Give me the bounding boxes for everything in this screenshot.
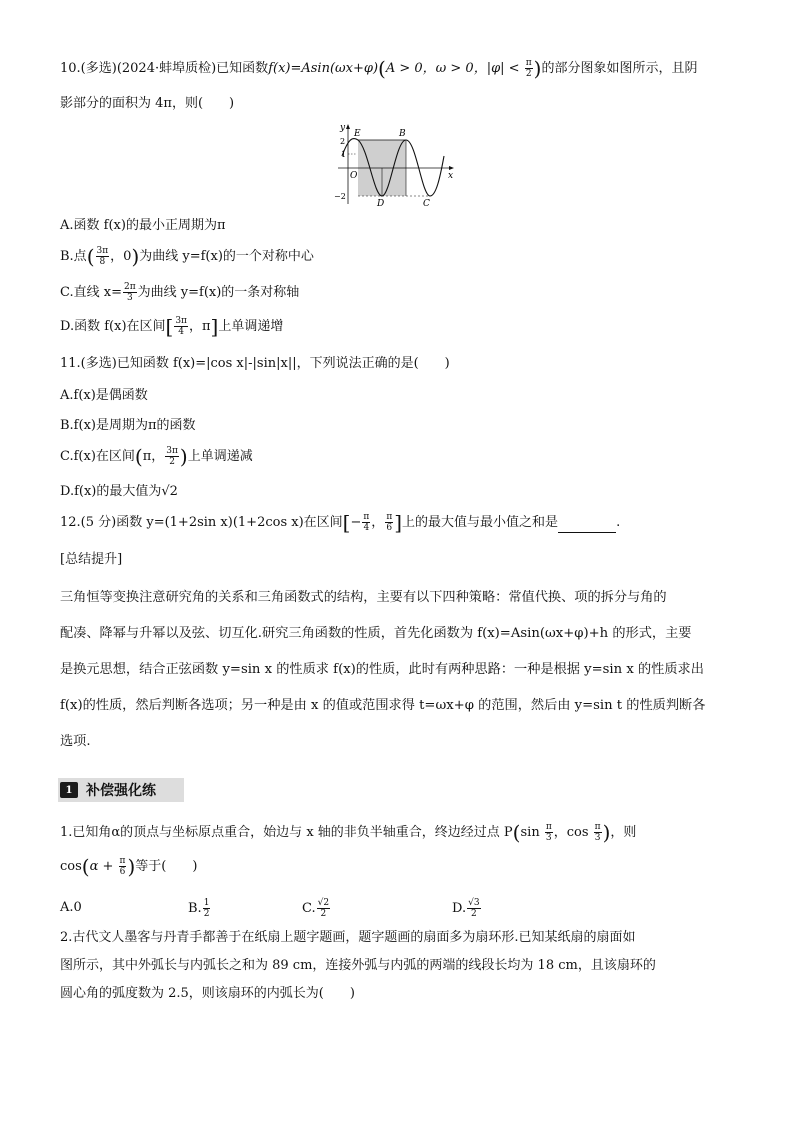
q10-option-c-pre: C.直线 x=	[60, 285, 122, 300]
q10-frac-den: 2	[525, 69, 532, 79]
frac-num: π	[119, 856, 126, 866]
p2-line: 圆心角的弧度数为 2.5，则该扇环的内弧长为( )	[60, 986, 355, 1001]
q10-stem-line2: 影部分的面积为 4π，则( )	[60, 96, 235, 111]
q12-end: .	[616, 515, 621, 530]
paren: (	[86, 244, 95, 269]
q10-frac	[525, 58, 533, 79]
frac-den: 3	[545, 833, 552, 843]
q11-option-b: B.f(x)是周期为π的函数	[60, 418, 196, 433]
graph-tick-2: 2	[340, 137, 346, 146]
q11-option-c-mid: π，	[142, 449, 165, 464]
p1-line2-post: 等于( )	[135, 859, 198, 874]
p1-sin: sin	[520, 825, 540, 840]
graph-point-b: B	[399, 129, 406, 139]
p1-pre: 1.已知角α的顶点与坐标原点重合，始边与 x 轴的非负半轴重合，终边经过点 P	[60, 825, 513, 840]
q10-option-b-tail: 为曲线 y=f(x)的一个对称中心	[139, 249, 314, 264]
q10-option-b-pre: B.点	[60, 249, 87, 264]
summary-line: f(x)的性质，然后判断各选项；另一种是由 x 的值或范围求得 t=ωx+φ 的范围，然后由 y=sin t 的性质判断各	[60, 698, 706, 713]
frac-num: 1	[203, 898, 210, 908]
q11-stem: 11.(多选)已知函数 f(x)=|cos x|-|sin|x||，下列说法正确的是( )	[60, 356, 450, 371]
section-badge-icon: 1	[60, 782, 78, 798]
q10-option-c	[60, 282, 299, 303]
frac-num: 2π	[123, 282, 136, 292]
paren: )	[179, 444, 188, 469]
q12-lo-sign: −	[350, 515, 362, 530]
p1-option-c-frac	[317, 898, 330, 919]
q11-option-d-pre: D.f(x)的最大值为	[60, 484, 162, 499]
frac-den: 2	[470, 909, 477, 919]
q12-stem: 12.(5 分)函数 y=(1+2sin x)(1+2cos x)在区间[− $\frac{\pi}{4}$ ， $\frac{\pi}{6}$ ]上的最大值与最小值之和是 .	[60, 510, 621, 535]
paren: (	[81, 854, 90, 879]
p1-cos: ，cos	[553, 825, 589, 840]
graph-tick-neg2: −2	[334, 192, 346, 201]
frac-den: 8	[99, 257, 106, 267]
p1-option-b-pre: B.	[188, 901, 202, 916]
p1-line2	[60, 856, 197, 877]
p1-line2-frac	[119, 856, 127, 877]
q12-pre: 12.(5 分)函数 y=(1+2sin x)(1+2cos x)在区间	[60, 515, 343, 530]
graph-point-d: D	[377, 199, 385, 208]
q12-lo-frac	[362, 512, 370, 533]
q11-option-c	[60, 446, 253, 467]
q10-option-b	[60, 246, 314, 267]
frac-num: √2	[317, 898, 330, 908]
frac-num: √3	[468, 898, 480, 908]
frac-den: 4	[363, 523, 370, 533]
paren: )	[131, 244, 140, 269]
frac-num: 3π	[175, 316, 187, 326]
q10-option-d-pre: D.函数 f(x)在区间	[60, 319, 166, 334]
bracket: [	[342, 510, 351, 535]
graph-y-label: y	[340, 123, 346, 133]
p1-option-c-pre: C.	[302, 901, 316, 916]
frac-num: π	[594, 822, 601, 832]
paren: (	[134, 444, 143, 469]
bracket: ]	[210, 314, 219, 339]
q10-option-d-frac	[174, 316, 188, 337]
q10-option-d	[60, 316, 283, 337]
p1-option-d-frac	[467, 898, 480, 919]
graph-point-c: C	[423, 199, 430, 208]
summary-heading: [总结提升]	[60, 552, 123, 567]
q11-option-d	[60, 482, 178, 502]
q10-stem	[60, 58, 697, 79]
graph-tick-1: 1	[341, 150, 347, 159]
summary-line: 是换元思想，结合正弦函数 y=sin x 的性质求 f(x)的性质，此时有两种思路：一种是根据 y=sin x 的性质求出	[60, 662, 704, 677]
frac-den: 2	[203, 909, 210, 919]
q11-option-c-pre: C.f(x)在区间	[60, 449, 135, 464]
frac-den: 6	[386, 523, 393, 533]
summary-line: 三角恒等变换注意研究角的关系和三角函数式的结构，主要有以下四种策略：常值代换、项的拆分与角的	[60, 590, 667, 605]
y-axis-arrow	[346, 124, 350, 129]
p1-option-c	[302, 898, 331, 919]
frac-den: 2	[320, 909, 327, 919]
q10-option-c-post: 为曲线 y=f(x)的一条对称轴	[137, 285, 300, 300]
q10-frac-num: π	[525, 58, 532, 68]
frac-den: 4	[178, 327, 185, 337]
graph-origin-label: O	[350, 171, 358, 181]
frac-num: π	[386, 512, 393, 522]
frac-num: π	[363, 512, 370, 522]
q10-stem-tail: 的部分图象如图所示，且阴	[541, 61, 698, 76]
q10-option-d-mid: ，π	[188, 319, 211, 334]
frac-num: π	[545, 822, 552, 832]
section-header	[58, 778, 184, 802]
p1-stem	[60, 822, 636, 843]
frac-den: 2	[169, 457, 175, 467]
q10-option-d-post: 上单调递增	[218, 319, 284, 334]
paren: (	[512, 820, 521, 845]
q10-option-b-post: ，0	[110, 249, 132, 264]
paren: )	[127, 854, 136, 879]
graph-point-e: E	[354, 129, 361, 139]
q11-option-c-frac	[165, 446, 179, 467]
frac-num: 3π	[166, 446, 178, 456]
q10-option-b-frac	[96, 246, 110, 267]
bracket: ]	[394, 510, 403, 535]
section-title: 补偿强化练	[86, 783, 156, 799]
q12-post: 上的最大值与最小值之和是	[402, 515, 559, 530]
p1-option-a: A.0	[60, 900, 82, 915]
q10-stem-text: 10.(多选)(2024·蚌埠质检)已知函数	[60, 61, 269, 76]
q10-option-a: A.函数 f(x)的最小正周期为π	[60, 218, 226, 233]
q10-option-c-frac	[123, 282, 137, 303]
frac-den: 3	[594, 833, 601, 843]
p1-frac2	[594, 822, 602, 843]
q11-option-a: A.f(x)是偶函数	[60, 388, 148, 403]
frac-den: 3	[126, 293, 133, 303]
paren: )	[602, 820, 611, 845]
x-axis-arrow	[449, 166, 454, 170]
q10-condition: A > 0，ω > 0，|φ| <	[385, 61, 520, 76]
p1-option-b-frac	[203, 898, 211, 919]
q11-option-d-value: √2	[161, 484, 178, 499]
q10-paren-close: )	[533, 56, 542, 81]
summary-line: 配凑、降幂与升幂以及弦、切互化.研究三角函数的性质，首先化函数为 f(x)=Asin(ωx+φ)+h 的形式，主要	[60, 626, 692, 641]
q11-option-c-post: 上单调递减	[187, 449, 253, 464]
p1-post: ，则	[610, 825, 637, 840]
q10-graph	[334, 122, 460, 208]
q12-answer-blank[interactable]	[558, 518, 616, 533]
q10-function: f(x)=Asin(ωx+φ)	[268, 61, 379, 76]
frac-num: 3π	[96, 246, 109, 256]
frac-den: 6	[119, 867, 126, 877]
q12-hi-frac	[385, 512, 393, 533]
q10-paren-open: (	[378, 56, 386, 81]
p1-option-d	[452, 898, 482, 919]
graph-x-label: x	[448, 171, 454, 181]
p1-frac1	[545, 822, 553, 843]
bracket: [	[165, 314, 174, 339]
p1-cos-label: cos	[60, 859, 82, 874]
p1-alpha: α +	[89, 859, 114, 874]
p1-option-b	[188, 898, 211, 919]
p2-line: 图所示，其中外弧长与内弧长之和为 89 cm，连接外弧与内弧的两端的线段长均为 18 cm，且该扇环的	[60, 958, 656, 973]
p1-option-d-pre: D.	[452, 901, 467, 916]
p2-line: 2.古代文人墨客与丹青手都善于在纸扇上题字题画，题字题画的扇面多为扇环形.已知某纸扇的扇面如	[60, 930, 636, 945]
summary-line: 选项.	[60, 734, 91, 749]
